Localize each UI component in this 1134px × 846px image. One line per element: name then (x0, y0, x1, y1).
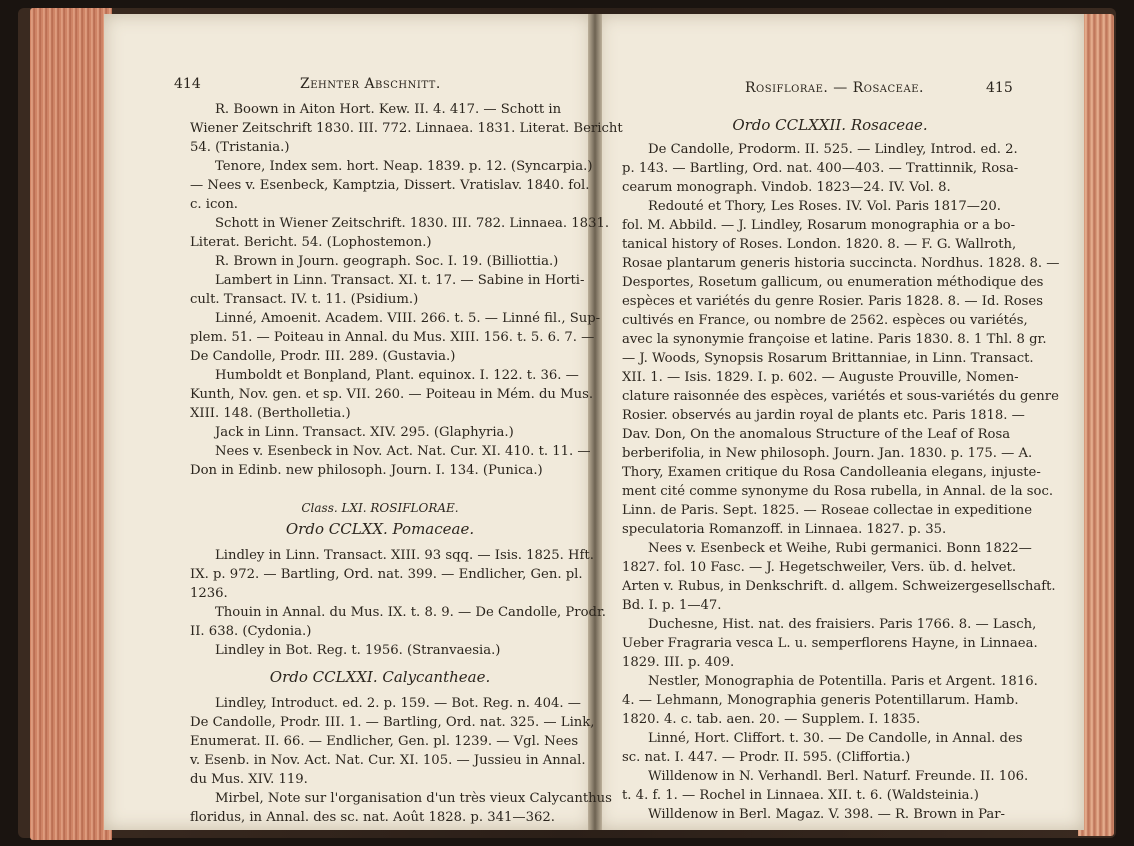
text-line: Lambert in Linn. Transact. XI. t. 17. — Sabine in Horti- (215, 273, 585, 288)
text-line: Linné, Amoenit. Academ. VIII. 266. t. 5. — Linné fil., Sup- (215, 311, 601, 326)
text-line: — Nees v. Esenbeck, Kamptzia, Dissert. Vratislav. 1840. fol. (190, 178, 590, 193)
text-line: 1827. fol. 10 Fasc. — J. Hegetschweiler, Vers. üb. d. helvet. (622, 560, 1017, 575)
text-line: De Candolle, Prodorm. II. 525. — Lindley, Introd. ed. 2. (648, 142, 1018, 157)
text-line: 4. — Lehmann, Monographia generis Potentillarum. Hamb. (622, 693, 1019, 708)
text-line: Lindley, Introduct. ed. 2. p. 159. — Bot. Reg. n. 404. — (215, 696, 581, 711)
text-line: Duchesne, Hist. nat. des fraisiers. Paris 1766. 8. — Lasch, (648, 617, 1037, 632)
text-line: Mirbel, Note sur l'organisation d'un très vieux Calycanthus (215, 791, 612, 806)
text-line: tanical history of Roses. London. 1820. 8. — F. G. Wallroth, (622, 237, 1017, 252)
text-line: Lindley in Linn. Transact. XIII. 93 sqq. — Isis. 1825. Hft. (215, 548, 594, 563)
text-line: avec la synonymie françoise et latine. Paris 1830. 8. 1 Thl. 8 gr. (622, 332, 1047, 347)
text-line: cultivés en France, ou nombre de 2562. espèces ou variétés, (622, 313, 1028, 328)
text-line: Thory, Examen critique du Rosa Candolleania elegans, injuste- (622, 465, 1041, 480)
text-line: v. Esenb. in Nov. Act. Nat. Cur. XI. 105. — Jussieu in Annal. (190, 753, 586, 768)
text-line: c. icon. (190, 197, 238, 212)
text-line: 1236. (190, 586, 228, 601)
text-line: cult. Transact. IV. t. 11. (Psidium.) (190, 292, 419, 307)
text-line: berberifolia, in New philosoph. Journ. Jan. 1830. p. 175. — A. (622, 446, 1033, 461)
text-line: Willdenow in N. Verhandl. Berl. Naturf. Freunde. II. 106. (648, 769, 1029, 784)
text-line: R. Brown in Journ. geograph. Soc. I. 19. (Billiottia.) (215, 254, 559, 269)
text-line: Desportes, Rosetum gallicum, ou enumeration méthodique des (622, 275, 1044, 290)
text-line: Redouté et Thory, Les Roses. IV. Vol. Paris 1817—20. (648, 199, 1001, 214)
text-line: Willdenow in Berl. Magaz. V. 398. — R. Brown in Par- (648, 807, 1005, 822)
text-line: — J. Woods, Synopsis Rosarum Brittanniae, in Linn. Transact. (622, 351, 1034, 366)
text-line: Arten v. Rubus, in Denkschrift. d. allgem. Schweizergesellschaft. (622, 579, 1056, 594)
text-line: Nestler, Monographia de Potentilla. Paris et Argent. 1816. (648, 674, 1038, 689)
ordo-heading: Ordo CCLXXI. Calycantheae. (269, 668, 491, 686)
text-line: ment cité comme synonyme du Rosa rubella, in Annal. de la soc. (622, 484, 1054, 499)
text-line: Rosae plantarum generis historia succincta. Nordhus. 1828. 8. — (622, 256, 1060, 271)
text-line: p. 143. — Bartling, Ord. nat. 400—403. — Trattinnik, Rosa- (622, 161, 1019, 176)
page-edges-left (30, 8, 112, 840)
ordo-heading: Ordo CCLXXII. Rosaceae. (732, 116, 928, 134)
text-line: Linn. de Paris. Sept. 1825. — Roseae collectae in expeditione (622, 503, 1033, 518)
text-line: Ueber Fragraria vesca L. u. semperflorens Hayne, in Linnaea. (622, 636, 1038, 651)
text-line: espèces et variétés du genre Rosier. Paris 1828. 8. — Id. Roses (622, 294, 1043, 309)
text-line: sc. nat. I. 447. — Prodr. II. 595. (Cliffortia.) (622, 750, 911, 765)
text-line: clature raisonnée des espèces, variétés et sous-variétés du genre (622, 389, 1059, 404)
text-line: XII. 1. — Isis. 1829. I. p. 602. — Auguste Prouville, Nomen- (622, 370, 1019, 385)
text-line: Tenore, Index sem. hort. Neap. 1839. p. 12. (Syncarpia.) (215, 159, 593, 174)
text-line: Bd. I. p. 1—47. (622, 598, 722, 613)
text-line: Don in Edinb. new philosoph. Journ. I. 134. (Punica.) (190, 463, 543, 478)
text-line: cearum monograph. Vindob. 1823—24. IV. Vol. 8. (622, 180, 951, 195)
text-line: IX. p. 972. — Bartling, Ord. nat. 399. — Endlicher, Gen. pl. (190, 567, 583, 582)
running-head-left: Zehnter Abschnitt. (300, 76, 441, 92)
text-line: du Mus. XIV. 119. (190, 772, 308, 787)
text-line: De Candolle, Prodr. III. 1. — Bartling, Ord. nat. 325. — Link, (190, 715, 595, 730)
text-line: speculatoria Romanzoff. in Linnaea. 1827. p. 35. (622, 522, 947, 537)
running-head-right: Rosiflorae. — Rosaceae. (745, 80, 924, 96)
text-line: II. 638. (Cydonia.) (190, 624, 312, 639)
text-line: Rosier. observés au jardin royal de plants etc. Paris 1818. — (622, 408, 1025, 423)
ordo-heading: Ordo CCLXX. Pomaceae. (285, 520, 475, 538)
text-line: Dav. Don, On the anomalous Structure of the Leaf of Rosa (622, 427, 1011, 442)
text-line: Thouin in Annal. du Mus. IX. t. 8. 9. — De Candolle, Prodr. (215, 605, 606, 620)
text-line: floridus, in Annal. des sc. nat. Août 1828. p. 341—362. (190, 810, 555, 825)
text-line: XIII. 148. (Bertholletia.) (190, 406, 351, 421)
text-line: Literat. Bericht. 54. (Lophostemon.) (190, 235, 432, 250)
text-line: Kunth, Nov. gen. et sp. VII. 260. — Poiteau in Mém. du Mus. (190, 387, 594, 402)
text-line: 1829. III. p. 409. (622, 655, 735, 670)
text-line: Wiener Zeitschrift 1830. III. 772. Linnaea. 1831. Literat. Bericht (190, 121, 623, 136)
text-line: Nees v. Esenbeck in Nov. Act. Nat. Cur. XI. 410. t. 11. — (215, 444, 591, 459)
text-line: plem. 51. — Poiteau in Annal. du Mus. XIII. 156. t. 5. 6. 7. — (190, 330, 595, 345)
page-number-right: 415 (986, 80, 1013, 96)
text-line: R. Boown in Aiton Hort. Kew. II. 4. 417. — Schott in (215, 102, 562, 117)
text-line: Nees v. Esenbeck et Weihe, Rubi germanici. Bonn 1822— (648, 541, 1032, 556)
text-line: De Candolle, Prodr. III. 289. (Gustavia.) (190, 349, 456, 364)
text-line: Lindley in Bot. Reg. t. 1956. (Stranvaesia.) (215, 643, 501, 658)
text-line: Linné, Hort. Cliffort. t. 30. — De Candolle, in Annal. des (648, 731, 1023, 746)
text-line: Enumerat. II. 66. — Endlicher, Gen. pl. 1239. — Vgl. Nees (190, 734, 579, 749)
page-number-left: 414 (174, 76, 201, 92)
class-heading: Class. LXI. ROSIFLORAE. (301, 501, 459, 515)
text-line: Humboldt et Bonpland, Plant. equinox. I. 122. t. 36. — (215, 368, 579, 383)
text-line: Jack in Linn. Transact. XIV. 295. (Glaphyria.) (215, 425, 514, 440)
text-line: Schott in Wiener Zeitschrift. 1830. III. 782. Linnaea. 1831. (215, 216, 610, 231)
text-line: 54. (Tristania.) (190, 140, 290, 155)
text-line: t. 4. f. 1. — Rochel in Linnaea. XII. t. 6. (Waldsteinia.) (622, 788, 979, 803)
text-line: fol. M. Abbild. — J. Lindley, Rosarum monographia or a bo- (622, 218, 1016, 233)
text-line: 1820. 4. c. tab. aen. 20. — Supplem. I. 1835. (622, 712, 921, 727)
